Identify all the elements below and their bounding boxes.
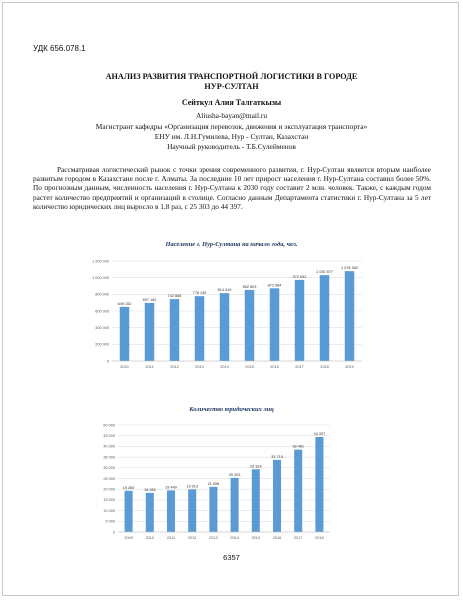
bar [145,303,155,361]
x-tick-label: 2015 [245,365,254,369]
affiliation-line-2: ЕНУ им. Л.Н.Гумилева, Нур - Султан, Казахстан [154,132,309,141]
bar [167,490,175,532]
x-tick-label: 2018 [320,365,329,369]
y-tick-label: 35 000 [103,455,115,460]
data-label: 18 285 [143,487,156,492]
x-tick-label: 2012 [187,536,197,540]
data-label: 742 868 [167,294,182,299]
y-tick-label: 0 [112,530,115,535]
x-tick-label: 2015 [251,536,261,540]
bar [195,296,205,361]
data-label: 33 715 [271,454,283,459]
data-label: 649 152 [117,301,132,306]
udk-code: УДК 656.078.1 [33,44,86,53]
data-label: 29 314 [249,464,262,469]
bar [209,487,217,532]
y-tick-label: 15 000 [103,498,115,503]
bar [273,460,281,532]
y-tick-label: 600 000 [95,309,109,314]
bar [294,450,302,532]
body-paragraph: Рассматривая логистический рынок с точки зрения современного развития, г. Нур-Султан является вторым наиболее развитым городом в Казахстане после г. Алматы. За последние 10 лет прирост населения г. Нур-Султана составил более 50%. По прогнозным данным, численность населения г. Нур-Султана к 2030 году составит 2 млн. человек. Также, с каждым годом растет количество предприятий и организаций в столице. Согласно данным Департамента статистики г. Нур-Султана за 5 лет количество юридических лиц выросло в 1,8 раз, с 25 303 до 44 397. [33,165,431,211]
x-tick-label: 2013 [209,536,218,540]
title-line-1: АНАЛИЗ РАЗВИТИЯ ТРАНСПОРТНОЙ ЛОГИСТИКИ В ГОРОДЕ [105,72,358,81]
bar [188,489,196,532]
x-tick-label: 2010 [120,365,129,369]
supervisor-line: Научный руководитель - Т.Б.Сулейменов [167,142,296,151]
legal-entities-chart [0,412,463,544]
y-tick-label: 30 000 [103,466,115,471]
data-label: 697 162 [142,297,157,302]
data-label: 872 584 [267,283,282,288]
bar [320,275,330,361]
y-tick-label: 200 000 [95,342,109,347]
x-tick-label: 2017 [295,365,304,369]
bar [170,299,180,361]
paper-title [40,72,423,92]
x-tick-label: 2011 [145,365,154,369]
data-label: 21 098 [207,481,220,486]
x-tick-label: 2017 [293,536,303,540]
data-label: 778 145 [192,291,207,296]
y-tick-label: 1 000 000 [92,275,109,280]
x-tick-label: 2016 [272,536,282,540]
y-tick-label: 1 200 000 [92,259,109,264]
x-tick-label: 2014 [230,536,239,540]
bar [345,271,355,361]
x-tick-label: 2014 [220,365,229,369]
bar [120,307,130,361]
data-label: 19 913 [186,484,199,489]
y-tick-label: 40 000 [103,444,115,449]
y-tick-label: 0 [106,359,109,364]
x-tick-label: 2013 [195,365,204,369]
x-tick-label: 2010 [145,536,155,540]
affiliation-line-1: Магистрант кафедры «Организация перевозок, движения и эксплуатация транспорта» [95,122,368,131]
x-tick-label: 2019 [345,365,354,369]
y-tick-label: 25 000 [103,476,115,481]
y-tick-label: 800 000 [95,292,109,297]
y-tick-label: 400 000 [95,325,109,330]
y-tick-label: 45 000 [103,434,115,438]
y-tick-label: 50 000 [103,423,115,428]
chart-2-title: Количество юридических лиц [189,406,274,413]
x-tick-label: 2009 [124,536,133,540]
data-label: 38 481 [292,444,305,449]
title-line-2: НУР-СУЛТАН [204,82,259,91]
data-label: 852 803 [242,284,257,289]
author-name: Сейткул Алия Талгаткызы [181,98,282,107]
chart-1-title: Население г. Нур-Султана на начало года, чел. [165,241,298,248]
bar [146,493,154,532]
y-tick-label: 20 000 [103,487,115,492]
author-email: Aliusha-bayan@mail.ru [195,111,268,120]
bar [125,491,133,532]
population-chart [0,248,463,380]
data-label: 44 397 [313,431,326,436]
bar [270,288,280,361]
y-tick-label: 5 000 [105,519,115,524]
bar [295,280,305,361]
data-label: 19 265 [122,485,135,490]
bar [231,478,239,532]
data-label: 1 030 577 [316,270,333,275]
bar [315,437,323,532]
x-tick-label: 2018 [315,536,324,540]
x-tick-label: 2011 [166,536,176,540]
bar [220,293,230,361]
bar [252,469,260,532]
data-label: 972 692 [292,274,307,279]
x-tick-label: 2016 [270,365,279,369]
data-label: 25 303 [228,472,241,477]
x-tick-label: 2012 [170,365,179,369]
y-tick-label: 10 000 [103,508,115,513]
bar [245,290,255,361]
data-label: 1 078 362 [341,266,358,271]
page-number: 6357 [223,553,240,562]
data-label: 814 419 [217,288,232,293]
data-label: 19 449 [165,485,177,490]
